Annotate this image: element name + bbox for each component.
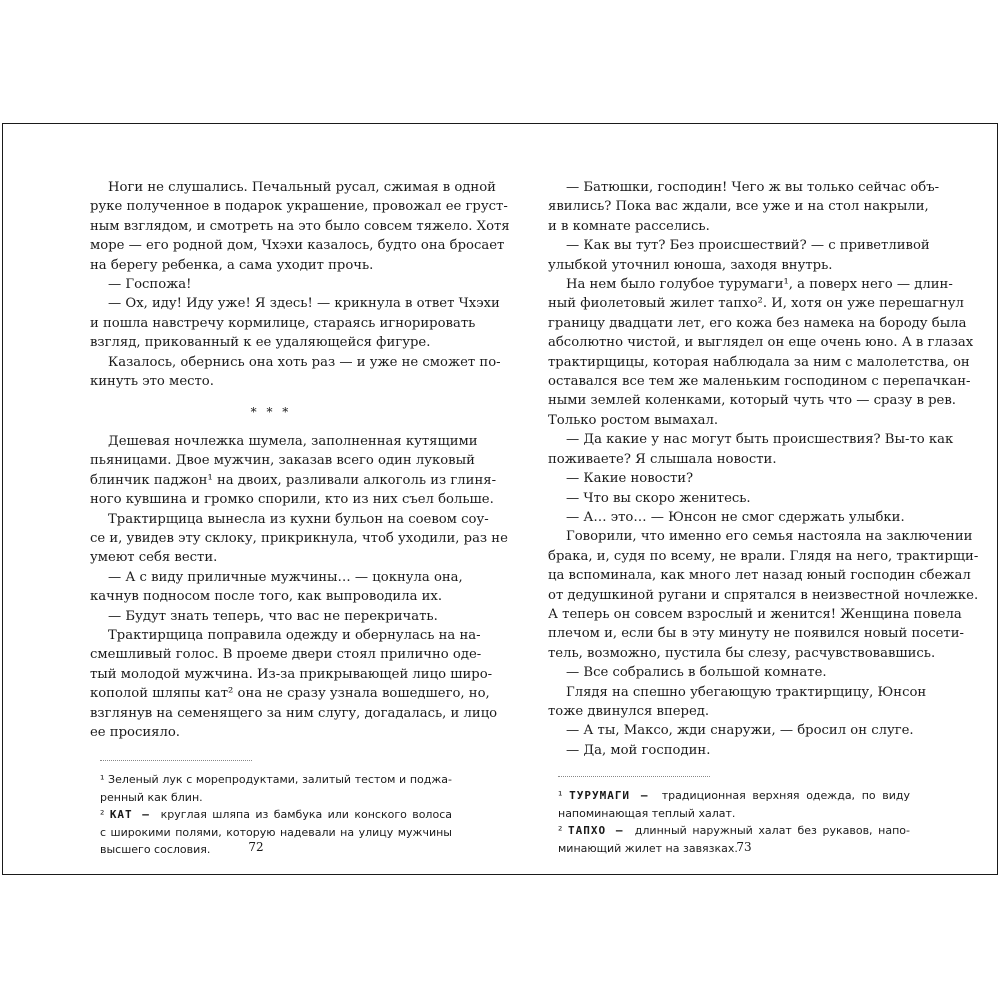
paragraph: — Госпожа! [108,277,192,293]
paragraph: — Какие новости? [566,471,694,487]
footnote: ¹ ТУРУМАГИ — традиционная верхняя одежда, по виду напоминающая теплый халат. [558,789,911,820]
paragraph: Дешевая ночлежка шумела, заполненная кутящими пьяницами. Двое мужчин, заказав всего один луковый блинчик паджон¹ на двоих, разливали алкоголь из глиня- ного кувшина и громко спорили, кто из них съел больше. [90,433,497,508]
paragraph: — А с виду приличные мужчины… — цокнула она, качнув подносом после того, как выпроводила их. [90,569,463,605]
paragraph: — Ох, иду! Иду уже! Я здесь! — крикнула в ответ Чхэхи и пошла навстречу кормилице, стараясь игнорировать взгляд, прикованный к ее удаляющейся фигуре. [90,296,500,351]
paragraph: — Батюшки, господин! Чего ж вы только сейчас объ- явились? Пока вас ждали, все уже и на стол накрыли, и в комнате расселись. [548,180,940,234]
paragraph: — А ты, Максо, жди снаружи, — бросил он слуге. [566,723,914,739]
footnote-mark: ² [558,824,563,838]
paragraph: — Все собрались в большой комнате. [566,665,827,681]
paragraph: На нем было голубое турумаги¹, а поверх него — длин- ный фиолетовый жилет тапхо². И, хотя он уже перешагнул границу двадцати лет, его кожа без намека на бороду была абсолютно чистой, и выглядел он еще очень юно. А в глазах трактирщицы, которая наблюдала за ним с малолетства, он оставался все тем же маленьким господином с перепачкан- ными землей коленками, который чуть что — сразу в рев. Только ростом вымахал. [548,277,974,428]
paragraph: Ноги не слушались. Печальный русал, сжимая в одной руке полученное в подарок украшение, провожал ее груст- ным взглядом, и смотреть на это было совсем тяжело. Хотя море — его родной дом, Чхэхи казалось, будто она бросает на берегу ребенка, а сама уходит прочь. [90,180,510,273]
right-page [548,178,979,857]
footnote-rule [100,760,252,761]
paragraph: — Что вы скоро женитесь. [566,490,751,506]
left-body-text [90,178,510,742]
footnote-rule [558,776,710,777]
page-number-left: 72 [248,840,264,854]
footnote: ² КАТ — круглая шляпа из бамбука или конского волоса с широкими полями, которую надевали на улицу мужчины высшего сословия. [100,808,452,857]
page-number-right: 73 [736,840,752,854]
paragraph: Казалось, обернись она хоть раз — и уже не сможет по- кинуть это место. [90,354,501,390]
paragraph: — Да какие у нас могут быть происшествия? Вы-то как поживаете? Я слышала новости. [548,432,954,467]
section-break: * * * [250,405,292,420]
footnote-mark: ¹ [558,789,563,803]
left-page [90,178,510,859]
right-body-text [548,178,979,760]
paragraph: Трактирщица поправила одежду и обернулась на на- смешливый голос. В проеме двери стоял прилично оде- тый молодой мужчина. Из-за прикрывающей лицо широ- кополой шляпы кат² она не сразу узнала вошедшего, но, взглянув на семенящего за ним слугу, догадалась, и лицо ее просияло. [90,627,498,740]
paragraph: — Да, мой господин. [566,742,711,758]
paragraph: Глядя на спешно убегающую трактирщицу, Юнсон тоже двинулся вперед. [548,684,927,719]
paragraph: — Как вы тут? Без происшествий? — с приветливой улыбкой уточнил юноша, заходя внутрь. [548,238,930,273]
paragraph: — А… это… — Юнсон не смог сдержать улыбки. [566,509,905,525]
footnote-term: ТУРУМАГИ — [569,789,649,803]
paragraph: — Будут знать теперь, что вас не перекричать. [108,608,438,624]
footnote: ² ТАПХО — длинный наружный халат без рукавов, напо- минающий жилет на завязках. [558,824,910,855]
footnote-mark: ² [100,808,105,822]
footnote: ¹ Зеленый лук с морепродуктами, залитый тестом и поджа- ренный как блин. [100,773,452,804]
paragraph: Трактирщица вынесла из кухни бульон на соевом соу- се и, увидев эту склоку, прикрикнула, чтоб уходили, раз не умеют себя вести. [90,511,508,566]
footnote-term: ТАПХО — [568,824,624,838]
footnote-term: КАТ — [109,808,150,822]
paragraph: Говорили, что именно его семья настояла на заключении брака, и, судя по всему, не врали. Глядя на него, трактирщи- ца вспоминала, как много лет назад юный господин сбежал от дедушкиной ругани и спрятался в неизвестной ночлежке. А теперь он совсем взрослый и женится! Женщина повела плечом и, если бы в эту минуту не появился новый посети- тель, возможно, пустила бы слезу, расчувствовавшись. [548,529,979,661]
